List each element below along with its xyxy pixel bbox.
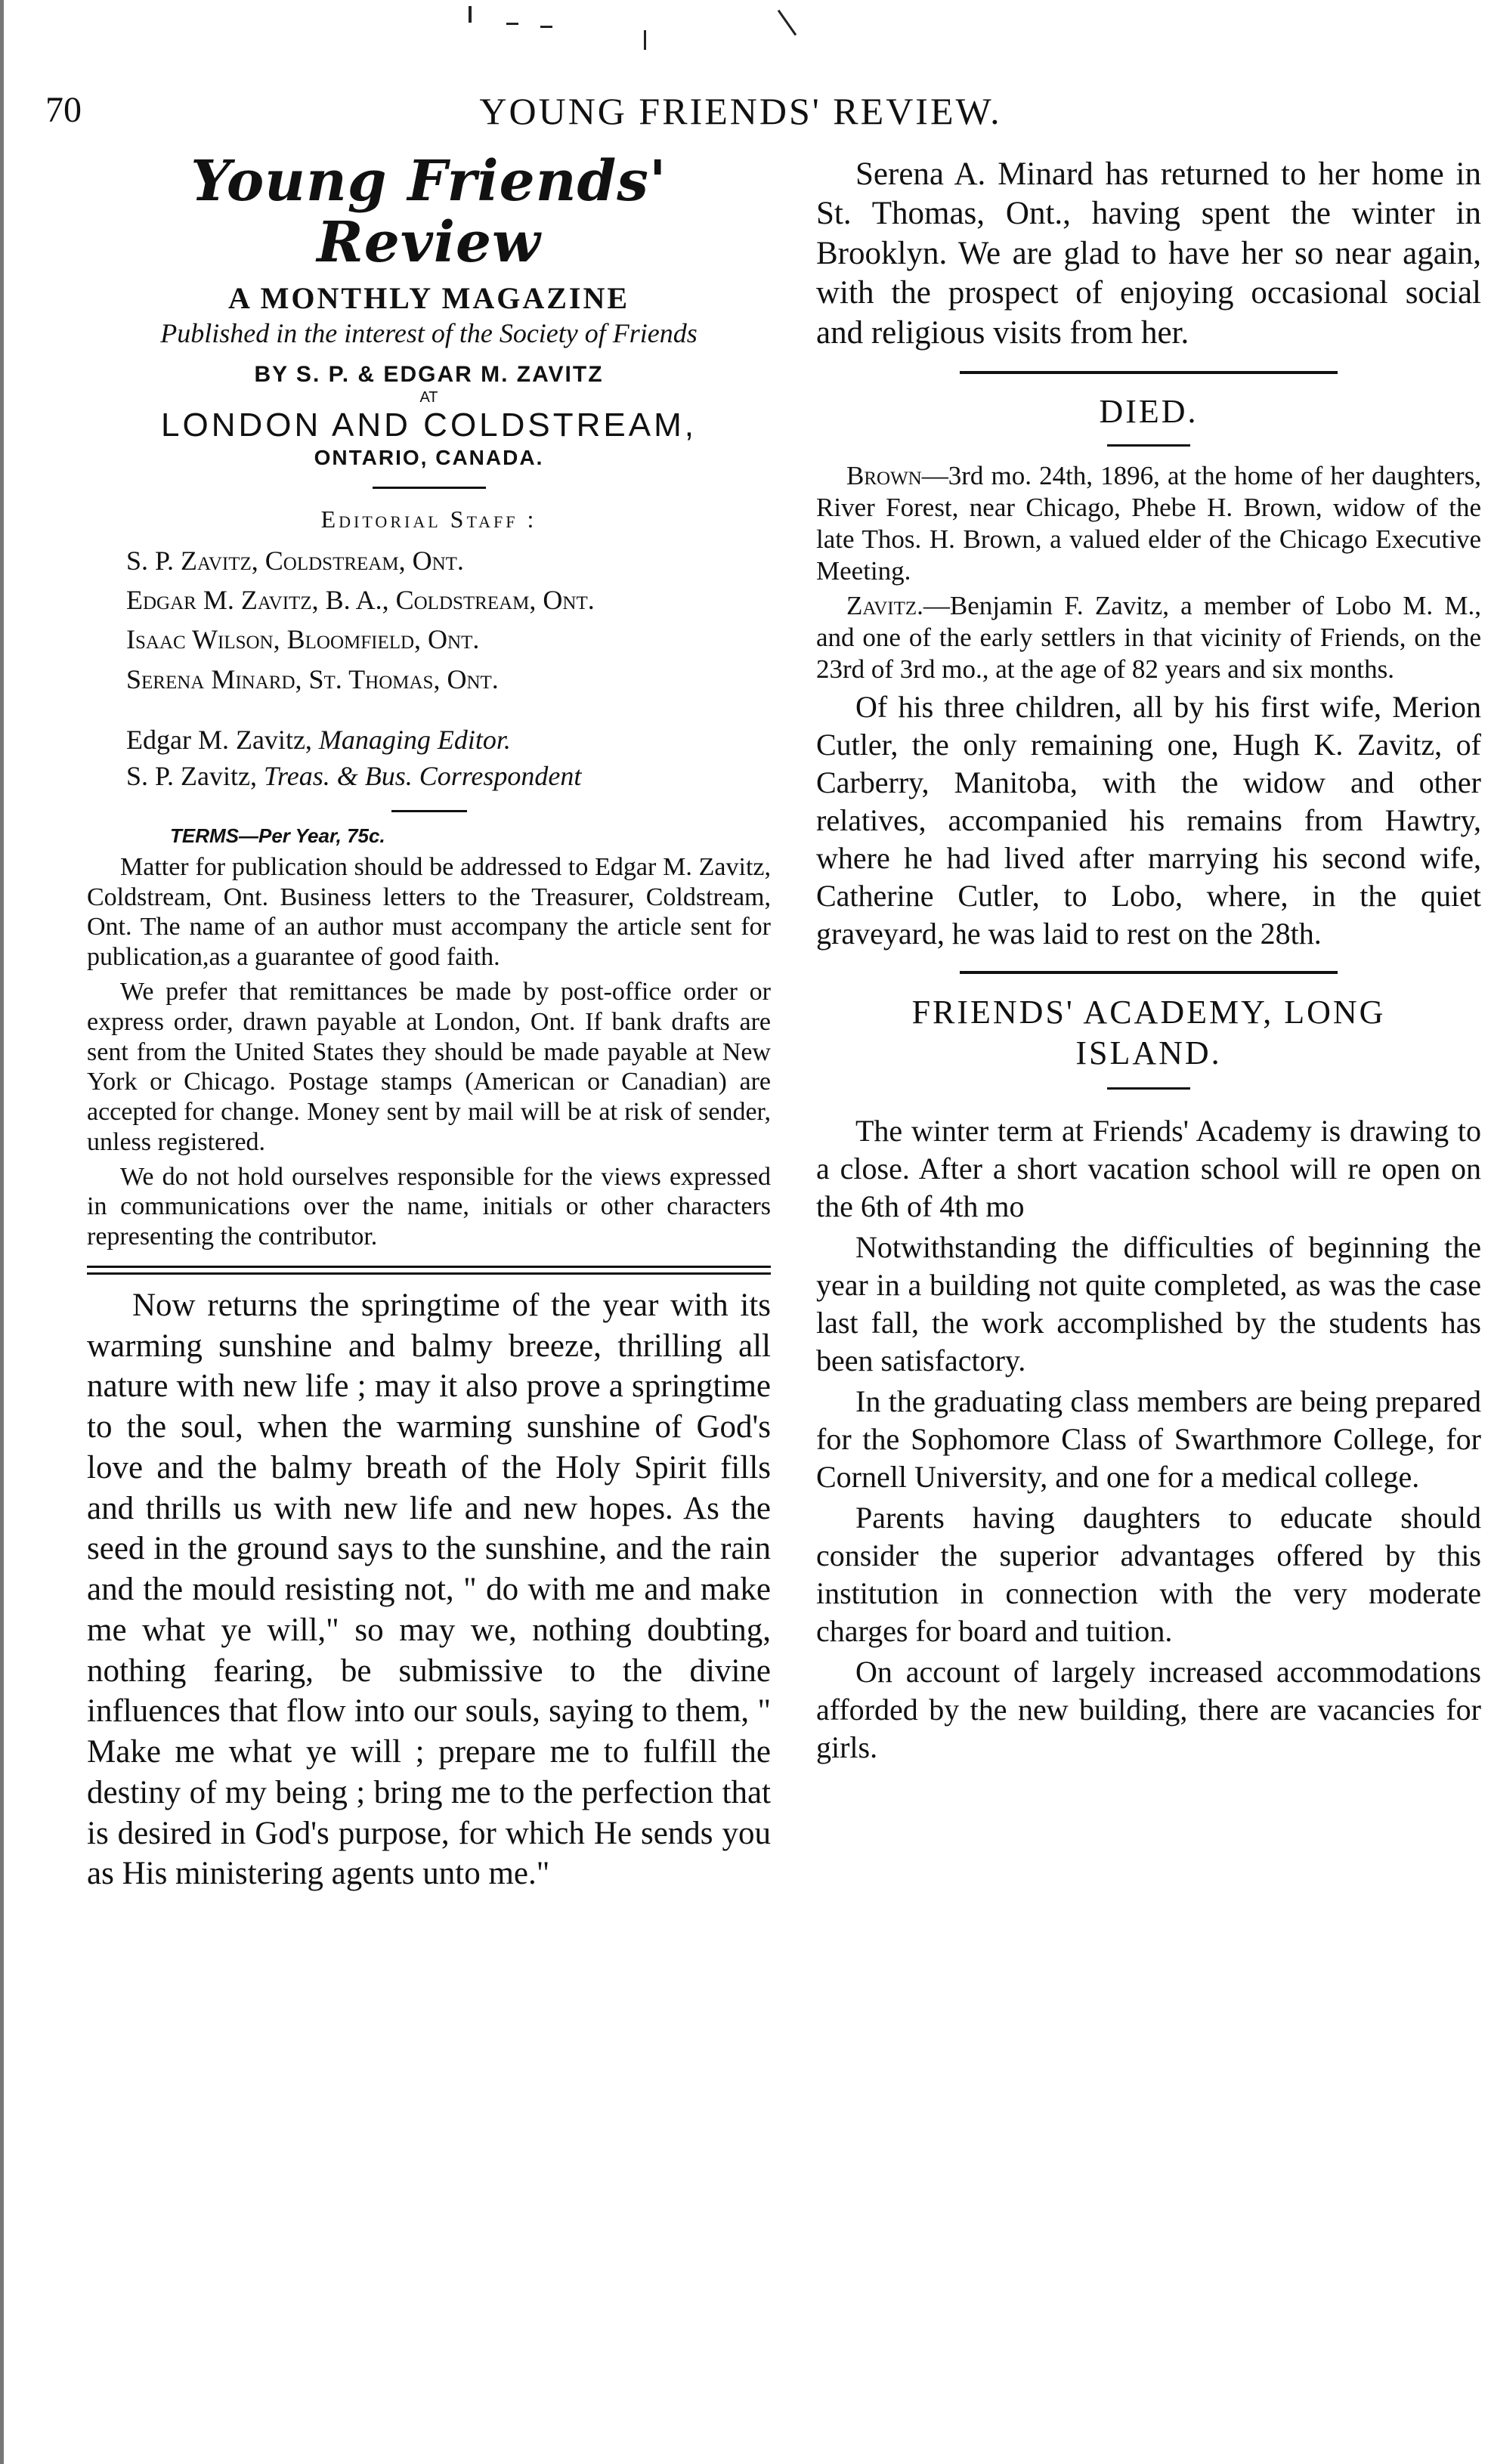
academy-heading: FRIENDS' ACADEMY, LONG ISLAND. [911,994,1386,1071]
right-column [816,155,1481,1770]
managing-editor-name: Edgar M. Zavitz, [126,724,312,755]
divider [391,810,467,812]
died-heading: DIED. [1099,393,1199,431]
scan-mark [506,23,518,25]
staff-member: S. P. Zavitz, Coldstream, Ont. [126,545,464,576]
academy-paragraph: In the graduating class members are being prepared for the Sophomore Class of Swarthmore College, for Cornell University, and one for a medical college. [816,1383,1481,1494]
minard-note: Serena A. Minard has returned to her home in St. Thomas, Ont., having spent the winter in Brooklyn. We are glad to have her so near again, with the prospect of enjoying occasional social and religious visits from her. [816,156,1481,351]
scan-mark [469,6,472,23]
masthead-title: Young Friends' Review [190,149,667,276]
managing-editor-role: Managing Editor. [318,724,511,755]
academy-paragraph: Notwithstanding the difficulties of beginning the year in a building not quite completed, as was the case last fall, the work accomplished by the students has been satisfactory. [816,1229,1481,1377]
running-head: YOUNG FRIENDS' REVIEW. [479,90,1002,132]
double-rule [87,1266,771,1275]
terms-paragraph: We prefer that remittances be made by post-office order or express order, drawn payable at London, Ont. If bank drafts are sent from the United States they should be made payable at New York or Chicago. Postage stamps (American or Canadian) are accepted for change. Money sent by mail will be at risk of sender, unless registered. [87,977,771,1156]
academy-paragraph: On account of largely increased accommodations afforded by the new building, there are vacancies for girls. [816,1654,1481,1764]
editorial-paragraph: Now returns the springtime of the year with its warming sunshine and balmy breeze, thrilling all nature with new life ; may it also prove a springtime to the soul, when the warming sunshine of God's love and the balmy breath of the Holy Spirit fills and thrills us with new life and new hopes. As the seed in the ground says to the sunshine, and the rain and the mould resisting not, " do with me and make me what ye will," so may we, nothing doubting, nothing fearing, be submissive to the divine influences that flow into our souls, saying to them, " Make me what ye will ; prepare me to fulfill the destiny of my being ; bring me to the perfection that is desired in God's purpose, for which He sends you as His ministering agents unto me." [87,1287,771,1892]
terms-paragraph: Matter for publication should be addressed to Edgar M. Zavitz, Coldstream, Ont. Business letters to the Treasurer, Coldstream, Ont. The name of an author must accompany the article sent for publication,as a guarantee of good faith. [87,852,771,972]
staff-member: Serena Minard, St. Thomas, Ont. [126,663,499,694]
obituary-name: Brown [846,461,922,491]
managing-editor [87,722,771,759]
scan-mark [0,0,4,2464]
obituary-brown [816,460,1481,587]
masthead-published: Published in the interest of the Society of Friends [160,317,698,348]
scan-mark [644,30,646,50]
divider [1107,1087,1190,1090]
masthead-province: ONTARIO, CANADA. [314,445,544,469]
terms-paragraph: We do not hold ourselves responsible for the views expressed in communications over the name, initials or other characters representing the contributor. [87,1162,771,1251]
obituary-children: Of his three children, all by his first wife, Merion Cutler, the only remaining one, Hugh K. Zavitz, of Carberry, Manitoba, with the widow and other relatives, accompanied his remains from Hawtry, where he had lived after marrying his second wife, Catherine Cutler, to Lobo, where, in the quiet graveyard, he was laid to rest on the 28th. [816,690,1481,951]
staff-member: Isaac Wilson, Bloomfield, Ont. [126,624,480,655]
terms-line: TERMS—Per Year, 75c. [170,824,385,847]
staff-member: Edgar M. Zavitz, B. A., Coldstream, Ont. [126,585,595,616]
obituary-zavitz [816,590,1481,685]
staff-heading: Editorial Staff : [320,505,537,533]
divider [960,371,1338,374]
obituary-name: Zavitz [846,591,917,621]
divider [1107,444,1190,447]
left-column [87,151,771,1894]
masthead-place: LONDON AND COLDSTREAM, [161,406,697,444]
scan-mark [778,10,797,36]
page-header [45,89,1436,142]
treasurer-name: S. P. Zavitz, [126,761,258,792]
page-number: 70 [45,90,82,130]
masthead-by-line: BY S. P. & EDGAR M. ZAVITZ [254,361,604,387]
treasurer-role: Treas. & Bus. Correspondent [264,761,582,792]
divider [373,487,486,489]
editor-block [87,722,771,795]
scan-mark [540,26,552,28]
divider [960,971,1338,974]
academy-paragraph: The winter term at Friends' Academy is drawing to a close. After a short vacation school will re open on the 6th of 4th mo [816,1113,1481,1223]
obituary-text: —3rd mo. 24th, 1896, at the home of her daughters, River Forest, near Chicago, Phebe H. Brown, widow of the late Thos. H. Brown, a valued elder of the Chicago Executive Meeting. [816,461,1481,586]
treasurer [87,758,771,795]
academy-paragraph: Parents having daughters to educate should consider the superior advantages offered by this institution in connection with the very moderate charges for board and tuition. [816,1500,1481,1648]
masthead-subtitle: A MONTHLY MAGAZINE [227,280,630,315]
obituary-text: .—Benjamin F. Zavitz, a member of Lobo M. M., and one of the early settlers in that vicinity of Friends, on the 23rd of 3rd mo., at the age of 82 years and six months. [816,591,1481,685]
masthead-at: AT [419,388,438,406]
